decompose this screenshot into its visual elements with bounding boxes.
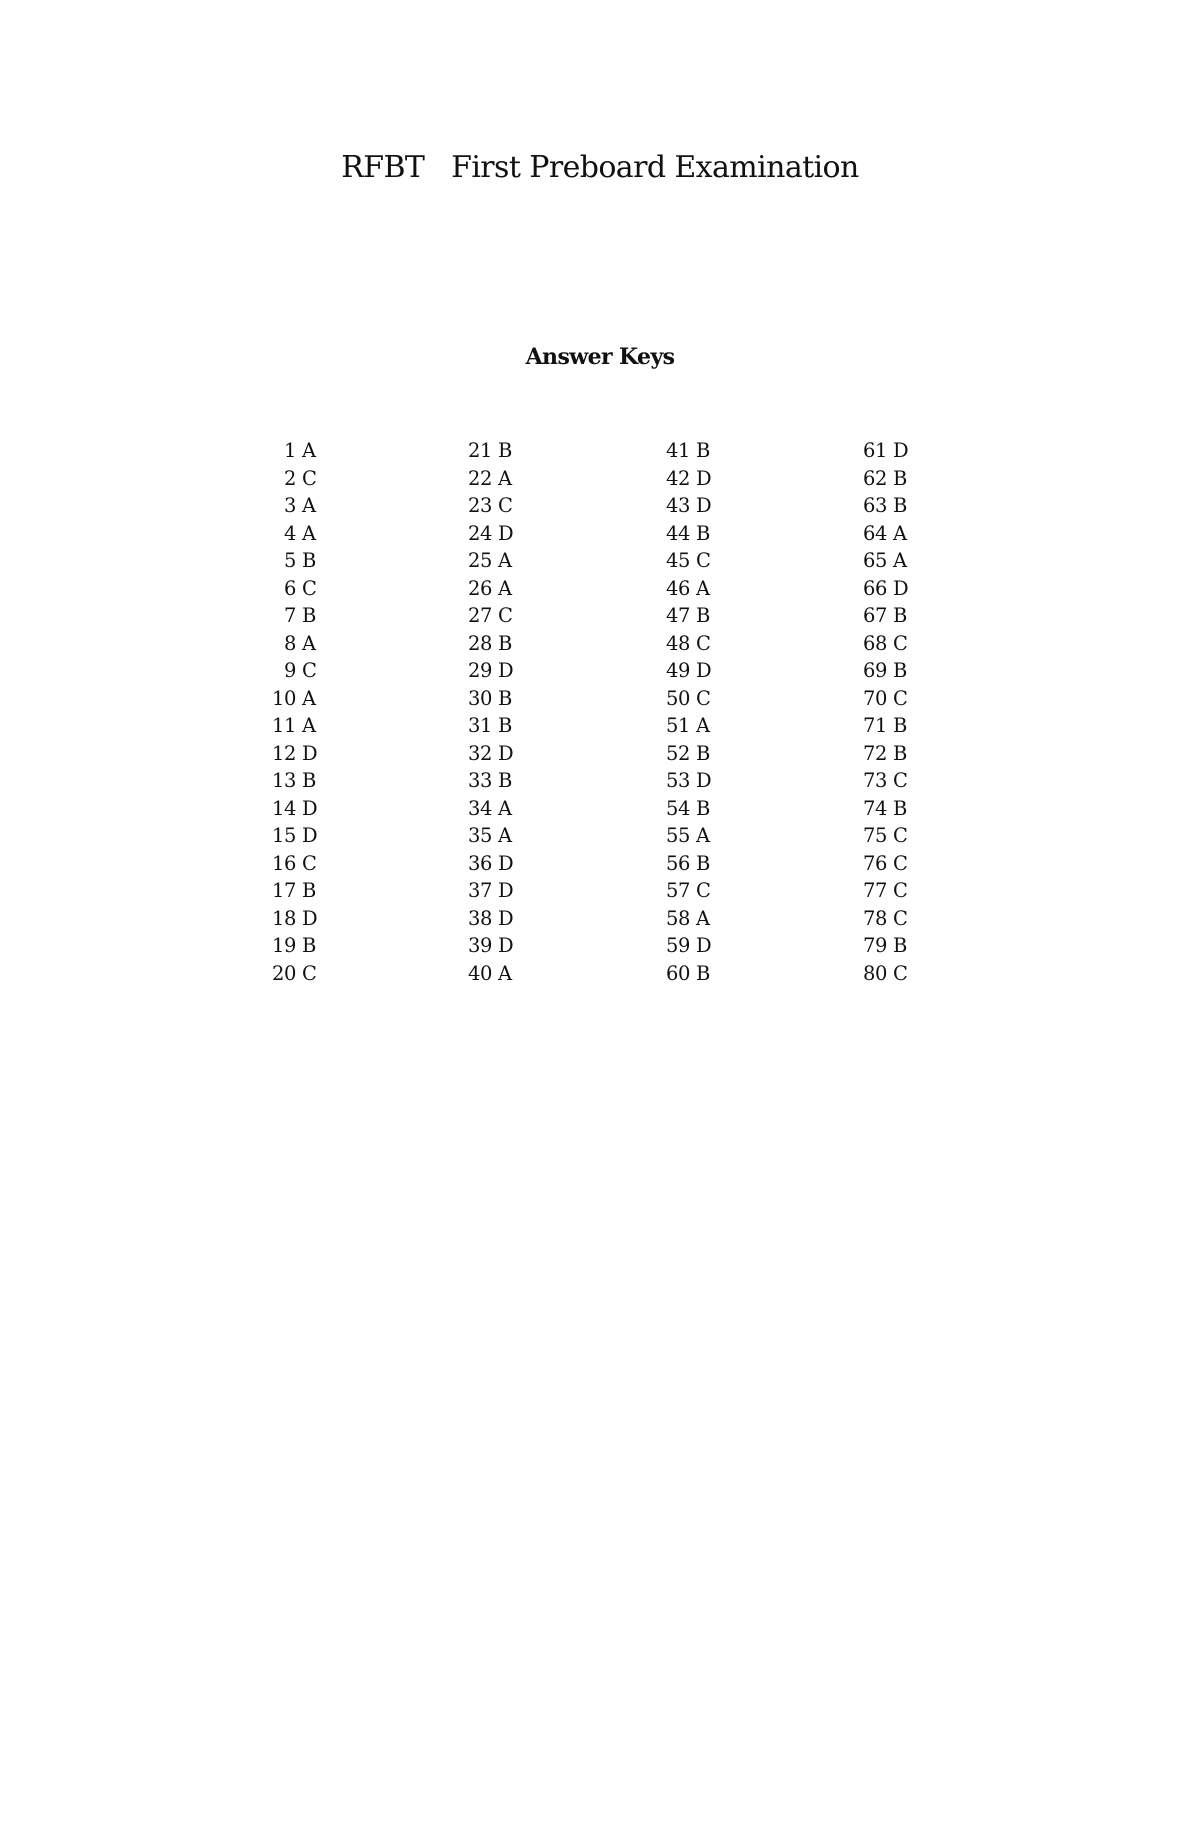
- question-number: 64: [862, 521, 887, 545]
- answer-letter: B: [498, 769, 512, 792]
- answer-letter: B: [302, 549, 316, 572]
- answer-row: [454, 520, 564, 548]
- question-number: 2: [283, 466, 296, 490]
- question-number: 12: [271, 741, 296, 765]
- answer-keys-heading: Answer Keys: [525, 344, 675, 370]
- answer-letter: D: [498, 934, 514, 957]
- answer-row: [454, 822, 564, 850]
- question-number: 18: [271, 906, 296, 930]
- question-number: 23: [467, 494, 492, 517]
- answer-letter: C: [696, 686, 711, 710]
- question-number: 6: [283, 576, 296, 600]
- answer-row: [849, 960, 959, 988]
- answer-letter: D: [498, 741, 514, 765]
- answer-row: [454, 850, 564, 878]
- question-number: 61: [862, 439, 887, 462]
- answer-row: [258, 877, 368, 905]
- answer-row: [652, 547, 762, 575]
- answer-letter: B: [302, 934, 316, 957]
- answer-letter: D: [696, 494, 712, 517]
- question-number: 51: [665, 714, 690, 737]
- answer-row: [258, 795, 368, 823]
- answer-row: [849, 685, 959, 713]
- answer-letter: C: [302, 659, 317, 682]
- answer-letter: A: [696, 824, 710, 847]
- answer-row: [454, 602, 564, 630]
- answer-letter: D: [696, 934, 712, 957]
- question-number: 78: [862, 906, 887, 930]
- question-number: 14: [271, 796, 296, 820]
- answer-row: [849, 602, 959, 630]
- answer-letter: C: [893, 906, 908, 930]
- answer-letter: B: [498, 439, 512, 462]
- answer-row: [454, 712, 564, 740]
- answer-row: [454, 437, 564, 465]
- answer-row: [454, 547, 564, 575]
- question-number: 66: [862, 576, 887, 600]
- answer-row: [454, 657, 564, 685]
- question-number: 63: [862, 494, 887, 517]
- question-number: 16: [271, 851, 296, 875]
- answer-letter: A: [498, 466, 512, 490]
- question-number: 65: [862, 549, 887, 572]
- question-number: 58: [665, 906, 690, 930]
- answer-row: [652, 465, 762, 493]
- answer-row: [652, 657, 762, 685]
- answer-letter: C: [696, 549, 711, 572]
- answer-letter: A: [893, 521, 907, 545]
- answer-letter: C: [893, 686, 908, 710]
- answer-row: [849, 437, 959, 465]
- answer-letter: D: [302, 824, 318, 847]
- question-number: 29: [467, 659, 492, 682]
- answer-row: [652, 795, 762, 823]
- answer-row: [258, 850, 368, 878]
- answer-letter: C: [498, 604, 513, 627]
- answer-row: [454, 795, 564, 823]
- question-number: 80: [862, 961, 887, 985]
- answer-letter: B: [302, 769, 316, 792]
- answer-letter: B: [696, 851, 710, 875]
- answer-letter: B: [498, 714, 512, 737]
- question-number: 67: [862, 604, 887, 627]
- question-number: 55: [665, 824, 690, 847]
- answer-row: [849, 822, 959, 850]
- answer-letter: C: [893, 879, 908, 902]
- answer-letter: B: [696, 796, 710, 820]
- question-number: 28: [467, 631, 492, 655]
- question-number: 56: [665, 851, 690, 875]
- answer-letter: D: [498, 879, 514, 902]
- question-number: 4: [283, 521, 296, 545]
- question-number: 57: [665, 879, 690, 902]
- answer-letter: C: [893, 824, 908, 847]
- question-number: 11: [271, 714, 296, 737]
- question-number: 13: [271, 769, 296, 792]
- question-number: 70: [862, 686, 887, 710]
- answer-letter: A: [893, 549, 907, 572]
- answer-letter: D: [696, 769, 712, 792]
- answer-row: [652, 850, 762, 878]
- question-number: 74: [862, 796, 887, 820]
- answer-row: [258, 465, 368, 493]
- answer-letter: C: [893, 769, 908, 792]
- answer-row: [849, 850, 959, 878]
- answer-row: [849, 795, 959, 823]
- question-number: 9: [283, 659, 296, 682]
- answer-row: [849, 932, 959, 960]
- question-number: 32: [467, 741, 492, 765]
- answer-row: [258, 960, 368, 988]
- answer-letter: A: [498, 824, 512, 847]
- answer-row: [454, 575, 564, 603]
- answer-row: [652, 575, 762, 603]
- answer-row: [849, 547, 959, 575]
- question-number: 53: [665, 769, 690, 792]
- answer-row: [652, 685, 762, 713]
- question-number: 77: [862, 879, 887, 902]
- answer-row: [258, 685, 368, 713]
- answer-row: [652, 520, 762, 548]
- answer-letter: B: [696, 521, 710, 545]
- question-number: 20: [271, 961, 296, 985]
- question-number: 48: [665, 631, 690, 655]
- answer-column: [652, 437, 762, 987]
- answer-letter: B: [302, 879, 316, 902]
- question-number: 45: [665, 549, 690, 572]
- question-number: 38: [467, 906, 492, 930]
- answer-letter: B: [893, 659, 907, 682]
- answer-row: [849, 465, 959, 493]
- question-number: 49: [665, 659, 690, 682]
- answer-row: [849, 877, 959, 905]
- question-number: 25: [467, 549, 492, 572]
- question-number: 5: [283, 549, 296, 572]
- question-number: 42: [665, 466, 690, 490]
- answer-letter: B: [893, 494, 907, 517]
- question-number: 54: [665, 796, 690, 820]
- answer-letter: B: [302, 604, 316, 627]
- answer-row: [454, 630, 564, 658]
- answer-letter: D: [498, 659, 514, 682]
- answer-letter: B: [498, 631, 512, 655]
- question-number: 3: [283, 494, 296, 517]
- answer-row: [258, 767, 368, 795]
- answer-row: [652, 877, 762, 905]
- question-number: 10: [271, 686, 296, 710]
- answer-letter: A: [696, 576, 710, 600]
- answer-row: [652, 905, 762, 933]
- answer-letter: C: [893, 851, 908, 875]
- question-number: 17: [271, 879, 296, 902]
- answer-row: [258, 822, 368, 850]
- answer-row: [849, 520, 959, 548]
- answer-row: [454, 685, 564, 713]
- answer-row: [849, 575, 959, 603]
- answer-row: [258, 932, 368, 960]
- answer-row: [454, 767, 564, 795]
- answer-row: [454, 960, 564, 988]
- answer-letter: C: [302, 961, 317, 985]
- question-number: 41: [665, 439, 690, 462]
- answer-column: [454, 437, 564, 987]
- question-number: 27: [467, 604, 492, 627]
- answer-letter: D: [696, 466, 712, 490]
- answer-row: [454, 932, 564, 960]
- answer-row: [849, 767, 959, 795]
- answer-row: [258, 630, 368, 658]
- question-number: 47: [665, 604, 690, 627]
- question-number: 62: [862, 466, 887, 490]
- question-number: 30: [467, 686, 492, 710]
- answer-row: [652, 740, 762, 768]
- answer-letter: B: [893, 934, 907, 957]
- answer-letter: B: [893, 604, 907, 627]
- answer-letter: A: [498, 576, 512, 600]
- question-number: 46: [665, 576, 690, 600]
- question-number: 1: [283, 439, 296, 462]
- question-number: 50: [665, 686, 690, 710]
- answer-letter: A: [302, 494, 316, 517]
- answer-letter: C: [893, 631, 908, 655]
- question-number: 34: [467, 796, 492, 820]
- question-number: 26: [467, 576, 492, 600]
- question-number: 43: [665, 494, 690, 517]
- answer-letter: B: [893, 714, 907, 737]
- answer-letter: A: [302, 686, 316, 710]
- answer-column: [849, 437, 959, 987]
- answer-row: [652, 492, 762, 520]
- answer-letter: A: [498, 796, 512, 820]
- answer-letter: D: [498, 851, 514, 875]
- answer-letter: C: [498, 494, 513, 517]
- answer-row: [652, 960, 762, 988]
- question-number: 59: [665, 934, 690, 957]
- question-number: 33: [467, 769, 492, 792]
- answer-letter: D: [302, 741, 318, 765]
- question-number: 36: [467, 851, 492, 875]
- answer-letter: C: [302, 466, 317, 490]
- question-number: 8: [283, 631, 296, 655]
- answer-row: [454, 905, 564, 933]
- answer-letter: A: [498, 961, 512, 985]
- answer-row: [849, 712, 959, 740]
- question-number: 7: [283, 604, 296, 627]
- answer-row: [849, 905, 959, 933]
- answer-row: [454, 877, 564, 905]
- answer-letter: C: [302, 851, 317, 875]
- answer-row: [652, 822, 762, 850]
- question-number: 72: [862, 741, 887, 765]
- answer-letter: B: [696, 961, 710, 985]
- answer-row: [849, 657, 959, 685]
- answer-letter: D: [696, 659, 712, 682]
- question-number: 35: [467, 824, 492, 847]
- question-number: 68: [862, 631, 887, 655]
- answer-letter: A: [302, 521, 316, 545]
- answer-column: [258, 437, 368, 987]
- question-number: 21: [467, 439, 492, 462]
- question-number: 60: [665, 961, 690, 985]
- answer-row: [454, 740, 564, 768]
- answer-row: [258, 602, 368, 630]
- answer-letter: D: [893, 576, 909, 600]
- question-number: 73: [862, 769, 887, 792]
- answer-letter: A: [498, 549, 512, 572]
- question-number: 75: [862, 824, 887, 847]
- question-number: 22: [467, 466, 492, 490]
- answer-row: [652, 602, 762, 630]
- answer-row: [849, 740, 959, 768]
- answer-row: [849, 492, 959, 520]
- answer-row: [258, 547, 368, 575]
- answer-letter: D: [302, 906, 318, 930]
- answer-letter: A: [696, 714, 710, 737]
- answer-row: [258, 520, 368, 548]
- answer-row: [258, 437, 368, 465]
- answer-letter: D: [302, 796, 318, 820]
- answer-letter: A: [302, 714, 316, 737]
- answer-letter: A: [302, 439, 316, 462]
- question-number: 37: [467, 879, 492, 902]
- answer-letter: B: [696, 439, 710, 462]
- answer-row: [258, 492, 368, 520]
- answer-row: [258, 905, 368, 933]
- answer-row: [258, 575, 368, 603]
- answer-row: [454, 492, 564, 520]
- question-number: 39: [467, 934, 492, 957]
- question-number: 71: [862, 714, 887, 737]
- question-number: 15: [271, 824, 296, 847]
- question-number: 52: [665, 741, 690, 765]
- answer-letter: B: [696, 741, 710, 765]
- answer-row: [454, 465, 564, 493]
- document-title: RFBT First Preboard Examination: [341, 150, 859, 185]
- question-number: 40: [467, 961, 492, 985]
- answer-letter: B: [696, 604, 710, 627]
- answer-row: [652, 767, 762, 795]
- question-number: 24: [467, 521, 492, 545]
- question-number: 31: [467, 714, 492, 737]
- answer-letter: C: [893, 961, 908, 985]
- answer-letter: C: [696, 631, 711, 655]
- answer-letter: D: [893, 439, 909, 462]
- answer-row: [652, 712, 762, 740]
- answer-letter: D: [498, 521, 514, 545]
- answer-letter: C: [302, 576, 317, 600]
- answer-row: [258, 657, 368, 685]
- question-number: 44: [665, 521, 690, 545]
- answer-letter: A: [302, 631, 316, 655]
- answer-letter: B: [893, 796, 907, 820]
- answer-row: [849, 630, 959, 658]
- answer-row: [652, 630, 762, 658]
- answer-letter: B: [893, 741, 907, 765]
- answer-row: [258, 712, 368, 740]
- question-number: 69: [862, 659, 887, 682]
- answer-row: [258, 740, 368, 768]
- answer-row: [652, 932, 762, 960]
- answer-row: [652, 437, 762, 465]
- answer-letter: B: [498, 686, 512, 710]
- answer-letter: D: [498, 906, 514, 930]
- question-number: 76: [862, 851, 887, 875]
- answer-letter: B: [893, 466, 907, 490]
- question-number: 19: [271, 934, 296, 957]
- answer-letter: C: [696, 879, 711, 902]
- question-number: 79: [862, 934, 887, 957]
- answer-letter: A: [696, 906, 710, 930]
